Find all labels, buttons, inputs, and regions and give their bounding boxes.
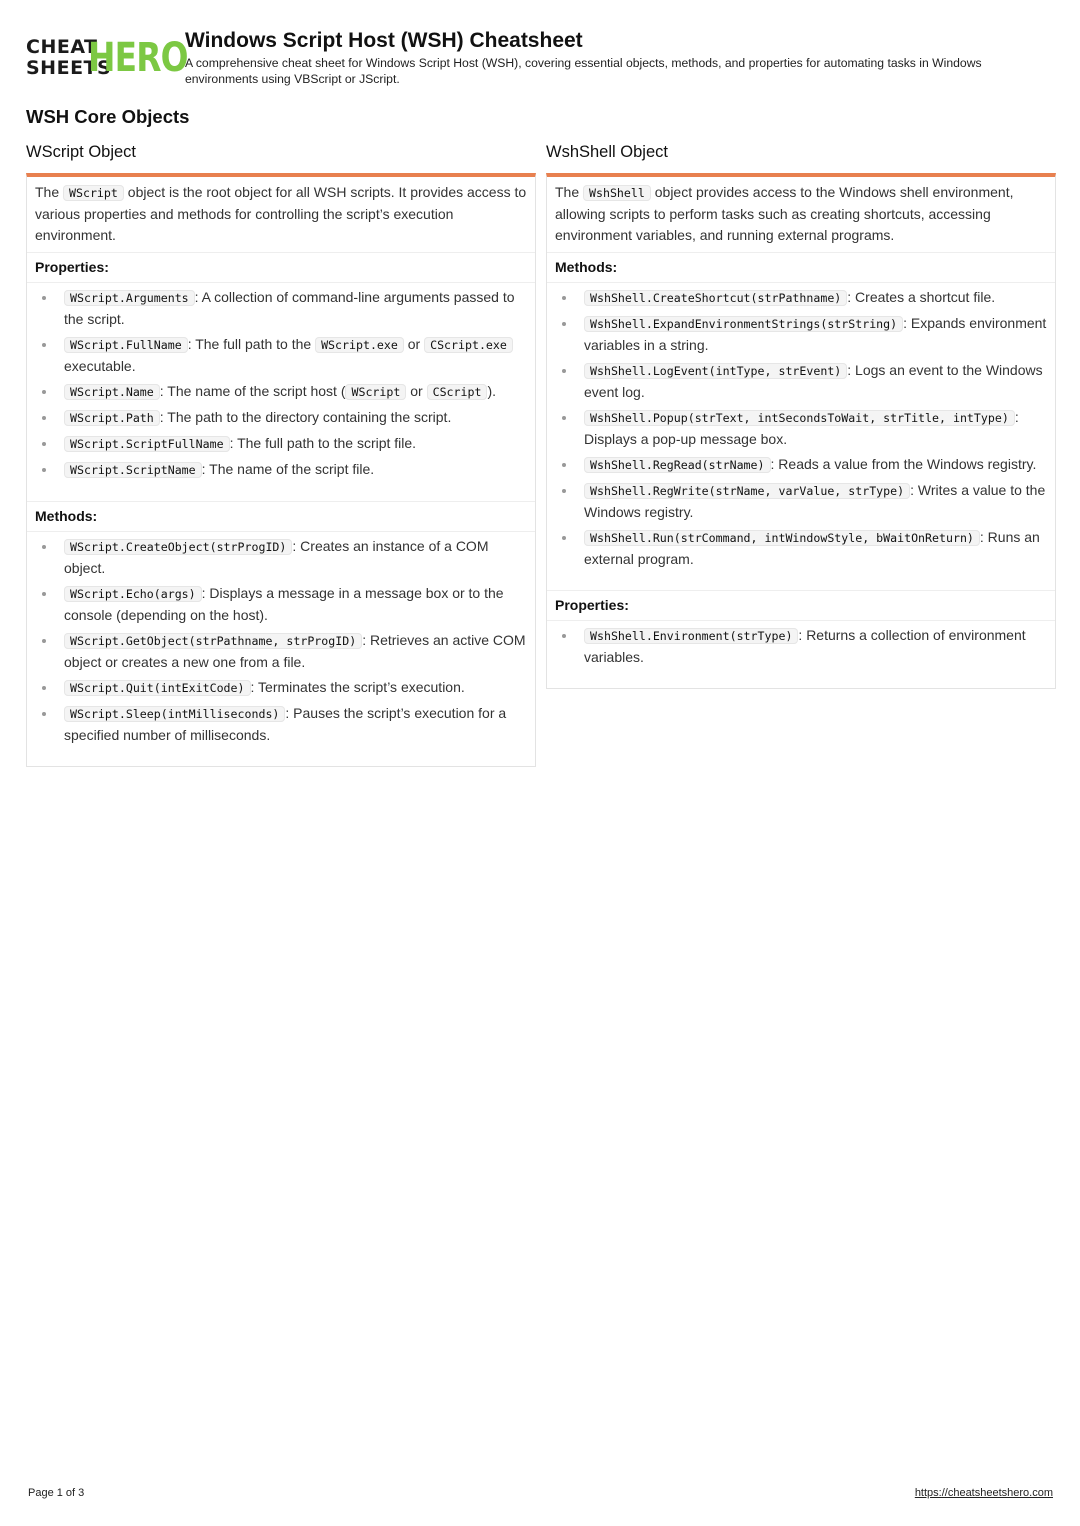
page-title: Windows Script Host (WSH) Cheatsheet <box>185 29 583 52</box>
intro-text: object is the root object for all WSH scripts. It provides access to various properties and methods for controlling the script’s execution environment. <box>35 184 527 243</box>
inline-code: WshShell.RegWrite(strName, varValue, strType) <box>584 483 910 499</box>
list-item <box>584 287 1047 309</box>
list-item <box>584 454 1047 476</box>
item-text: : Displays a message in a message box or to the console (depending on the host). <box>64 585 504 623</box>
item-text: : Reads a value from the Windows registry. <box>770 456 1037 472</box>
inline-code: WScript <box>345 384 406 400</box>
inline-code: WScript.Echo(args) <box>64 586 202 602</box>
inline-code: WScript.Quit(intExitCode) <box>64 680 251 696</box>
inline-code: WScript.Name <box>64 384 160 400</box>
wshshell-object-column <box>546 141 1056 689</box>
list-item <box>64 536 527 579</box>
inline-code: WScript.Arguments <box>64 290 195 306</box>
wshshell-methods-heading: Methods: <box>547 253 1055 283</box>
item-text: : Retrieves an active COM object or creates a new one from a file. <box>64 632 526 670</box>
wscript-methods-list <box>27 532 535 766</box>
item-text: : A collection of command-line arguments passed to the script. <box>64 289 515 327</box>
item-text: : Logs an event to the Windows event log. <box>584 362 1043 400</box>
inline-code: WScript.ScriptName <box>64 462 202 478</box>
logo-text-hero: HERO <box>88 35 188 81</box>
inline-code: WshShell.Run(strCommand, intWindowStyle, bWaitOnReturn) <box>584 530 980 546</box>
wscript-intro <box>27 177 535 253</box>
item-text: : Displays a pop-up message box. <box>584 409 1019 447</box>
item-text: : The full path to the script file. <box>229 435 417 451</box>
list-item <box>64 287 527 330</box>
item-text: : Pauses the script’s execution for a specified number of milliseconds. <box>64 705 507 743</box>
wshshell-properties-heading: Properties: <box>547 590 1055 621</box>
intro-text: The <box>35 184 64 200</box>
intro-text: object provides access to the Windows shell environment, allowing scripts to perform tasks such as creating shortcuts, accessing environment variables, and running external programs. <box>555 184 1014 243</box>
logo-text-sheets: SHEETS <box>26 57 112 79</box>
inline-code: WScript.ScriptFullName <box>64 436 230 452</box>
wshshell-intro <box>547 177 1055 253</box>
item-text: : Writes a value to the Windows registry. <box>584 482 1046 520</box>
list-item <box>64 433 527 455</box>
inline-code: CScript.exe <box>424 337 513 353</box>
intro-text: The <box>555 184 584 200</box>
footer-site-link[interactable]: https://cheatsheetshero.com <box>914 1487 1053 1499</box>
inline-code: WshShell.RegRead(strName) <box>584 457 771 473</box>
item-text: ). <box>487 383 497 399</box>
wscript-properties-heading: Properties: <box>27 253 535 283</box>
item-text: : Creates a shortcut file. <box>847 289 996 305</box>
cheatsheetshero-logo[interactable] <box>26 35 188 81</box>
inline-code: WScript.exe <box>315 337 404 353</box>
page-description: A comprehensive cheat sheet for Windows Script Host (WSH), covering essential objects, methods, and properties for automating tasks in Windows environments using VBScript or JScript. <box>185 56 982 86</box>
wshshell-methods-list <box>547 283 1055 590</box>
inline-code: WScript.Sleep(intMilliseconds) <box>64 706 285 722</box>
list-item <box>584 407 1047 450</box>
item-text: : The name of the script host ( <box>159 383 346 399</box>
item-text: : Returns a collection of environment variables. <box>584 627 1026 665</box>
inline-code: WScript <box>63 185 124 201</box>
list-item <box>64 381 527 403</box>
list-item <box>584 527 1047 570</box>
inline-code: WScript.GetObject(strPathname, strProgID) <box>64 633 362 649</box>
item-text: executable. <box>64 358 136 374</box>
inline-code: WScript.CreateObject(strProgID) <box>64 539 292 555</box>
list-item <box>64 677 527 699</box>
inline-code: WshShell.CreateShortcut(strPathname) <box>584 290 847 306</box>
inline-code: CScript <box>427 384 488 400</box>
inline-code: WshShell <box>583 185 651 201</box>
wscript-object-column <box>26 141 536 767</box>
list-item <box>584 360 1047 403</box>
inline-code: WshShell.LogEvent(intType, strEvent) <box>584 363 847 379</box>
list-item <box>584 625 1047 668</box>
list-item <box>64 630 527 673</box>
item-text: or <box>403 336 425 352</box>
item-text: : The full path to the <box>187 336 316 352</box>
list-item <box>584 313 1047 356</box>
inline-code: WshShell.ExpandEnvironmentStrings(strString) <box>584 316 903 332</box>
list-item <box>584 480 1047 523</box>
inline-code: WScript.FullName <box>64 337 188 353</box>
wscript-card-title: WScript Object <box>26 143 137 161</box>
wshshell-card-title: WshShell Object <box>546 143 668 161</box>
wscript-methods-heading: Methods: <box>27 501 535 532</box>
item-text: : Terminates the script’s execution. <box>250 679 465 695</box>
item-text: : Expands environment variables in a string. <box>584 315 1047 353</box>
list-item <box>64 583 527 626</box>
item-text: : Runs an external program. <box>584 529 1040 567</box>
list-item <box>64 407 527 429</box>
inline-code: WshShell.Popup(strText, intSecondsToWait, strTitle, intType) <box>584 410 1015 426</box>
page-header <box>26 28 1056 90</box>
list-item <box>64 703 527 746</box>
wshshell-properties-list <box>547 621 1055 688</box>
wshshell-card <box>546 173 1056 689</box>
section-title: WSH Core Objects <box>26 106 190 127</box>
item-text: : The path to the directory containing the script. <box>159 409 452 425</box>
logo-text-cheat: CHEAT <box>26 36 98 58</box>
inline-code: WshShell.Environment(strType) <box>584 628 798 644</box>
page-number: Page 1 of 3 <box>28 1487 85 1499</box>
list-item <box>64 459 527 481</box>
item-text: or <box>406 383 427 399</box>
wscript-properties-list <box>27 283 535 501</box>
wscript-card <box>26 173 536 767</box>
item-text: : Creates an instance of a COM object. <box>64 538 489 576</box>
item-text: : The name of the script file. <box>201 461 375 477</box>
list-item <box>64 334 527 377</box>
inline-code: WScript.Path <box>64 410 160 426</box>
